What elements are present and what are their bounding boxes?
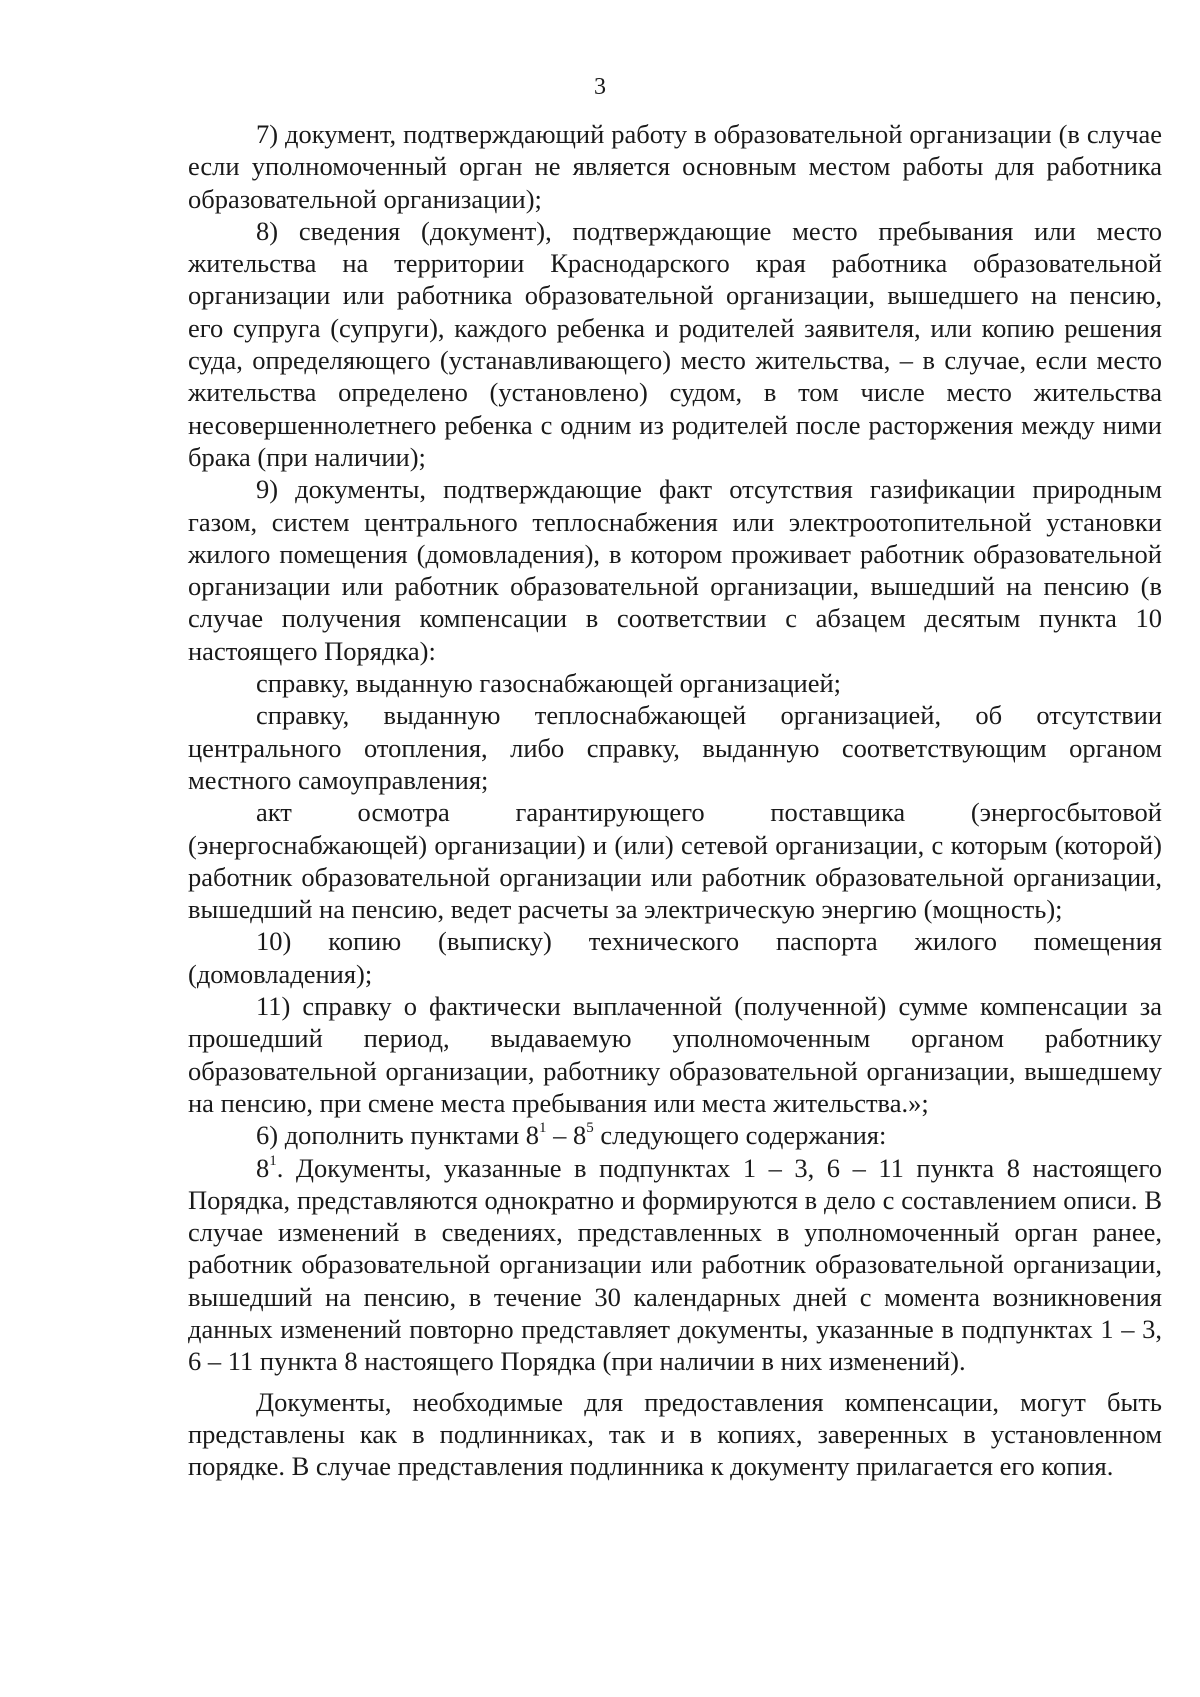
paragraph-inspection-act: акт осмотра гарантирующего поставщика (энергосбытовой (энергоснабжающей) организации) и (или) сетевой организации, с которым (которой) работник образовательной организации или работник образовательной организации, вышедший на пенсию, ведет расчеты за электрическую энергию (мощность); [188, 797, 1162, 925]
superscript-1: 1 [539, 1120, 547, 1137]
paragraph-heat-certificate: справку, выданную теплоснабжающей организацией, об отсутствии центрального отопления, либо справку, выданную соответствующим органом местного самоуправления; [188, 700, 1162, 795]
paragraph-gas-certificate: справку, выданную газоснабжающей организацией; [256, 668, 842, 699]
document-body [188, 118, 1162, 1482]
superscript-1: 1 [269, 1152, 277, 1169]
amendment-text-mid: – 8 [546, 1120, 587, 1151]
item-number: 8 [256, 1152, 270, 1183]
item-text: . Документы, указанные в подпунктах 1 – 3, 6 – 11 пункта 8 настоящего Порядка, представляются однократно и формируются в дело с составлением описи. В случае изменений в сведениях, представленных в уполномоченный орган ранее, работник образовательной организации или работник образовательной организации, вышедший на пенсию, в течение 30 календарных дней с момента возникновения данных изменений повторно представляет документы, указанные в подпунктах 1 – 3, 6 – 11 пункта 8 настоящего Порядка (при наличии в них изменений). [188, 1152, 1162, 1377]
paragraph-item-8: 8) сведения (документ), подтверждающие место пребывания или место жительства на территории Краснодарского края работника образовательной организации или работника образовательной организации, вышедшего на пенсию, его супруга (супруги), каждого ребенка и родителей заявителя, или копию решения суда, определяющего (устанавливающего) место жительства, – в случае, если место жительства определено (установлено) судом, в том числе место жительства несовершеннолетнего ребенка с одним из родителей после расторжения между ними брака (при наличии); [188, 215, 1162, 472]
paragraph-item-8-1 [188, 1152, 1162, 1378]
paragraph-item-7: 7) документ, подтверждающий работу в образовательной организации (в случае если уполномоченный орган не является основным местом работы для работника образовательной организации); [188, 119, 1162, 214]
paragraph-documents-originals: Документы, необходимые для предоставления компенсации, могут быть представлены как в подлинниках, так и в копиях, заверенных в установленном порядке. В случае представления подлинника к документу прилагается его копия. [188, 1386, 1162, 1482]
page-number: 3 [594, 74, 606, 100]
paragraph-amendment-6 [188, 1119, 1162, 1151]
paragraph-item-10: 10) копию (выписку) технического паспорта жилого помещения (домовладения); [188, 926, 1162, 989]
paragraph-item-11: 11) справку о фактически выплаченной (полученной) сумме компенсации за прошедший период, выдаваемую уполномоченным органом работнику образовательной организации, работнику образовательной организации, вышедшему на пенсию, при смене места пребывания или места жительства.»; [188, 991, 1162, 1118]
paragraph-item-9: 9) документы, подтверждающие факт отсутствия газификации природным газом, систем центрального теплоснабжения или электроотопительной установки жилого помещения (домовладения), в котором проживает работник образовательной организации или работник образовательной организации, вышедший на пенсию (в случае получения компенсации в соответствии с абзацем десятым пункта 10 настоящего Порядка): [188, 474, 1162, 666]
superscript-5: 5 [586, 1120, 594, 1137]
amendment-text-start: 6) дополнить пунктами 8 [256, 1120, 540, 1151]
amendment-text-end: следующего содержания: [593, 1120, 887, 1151]
